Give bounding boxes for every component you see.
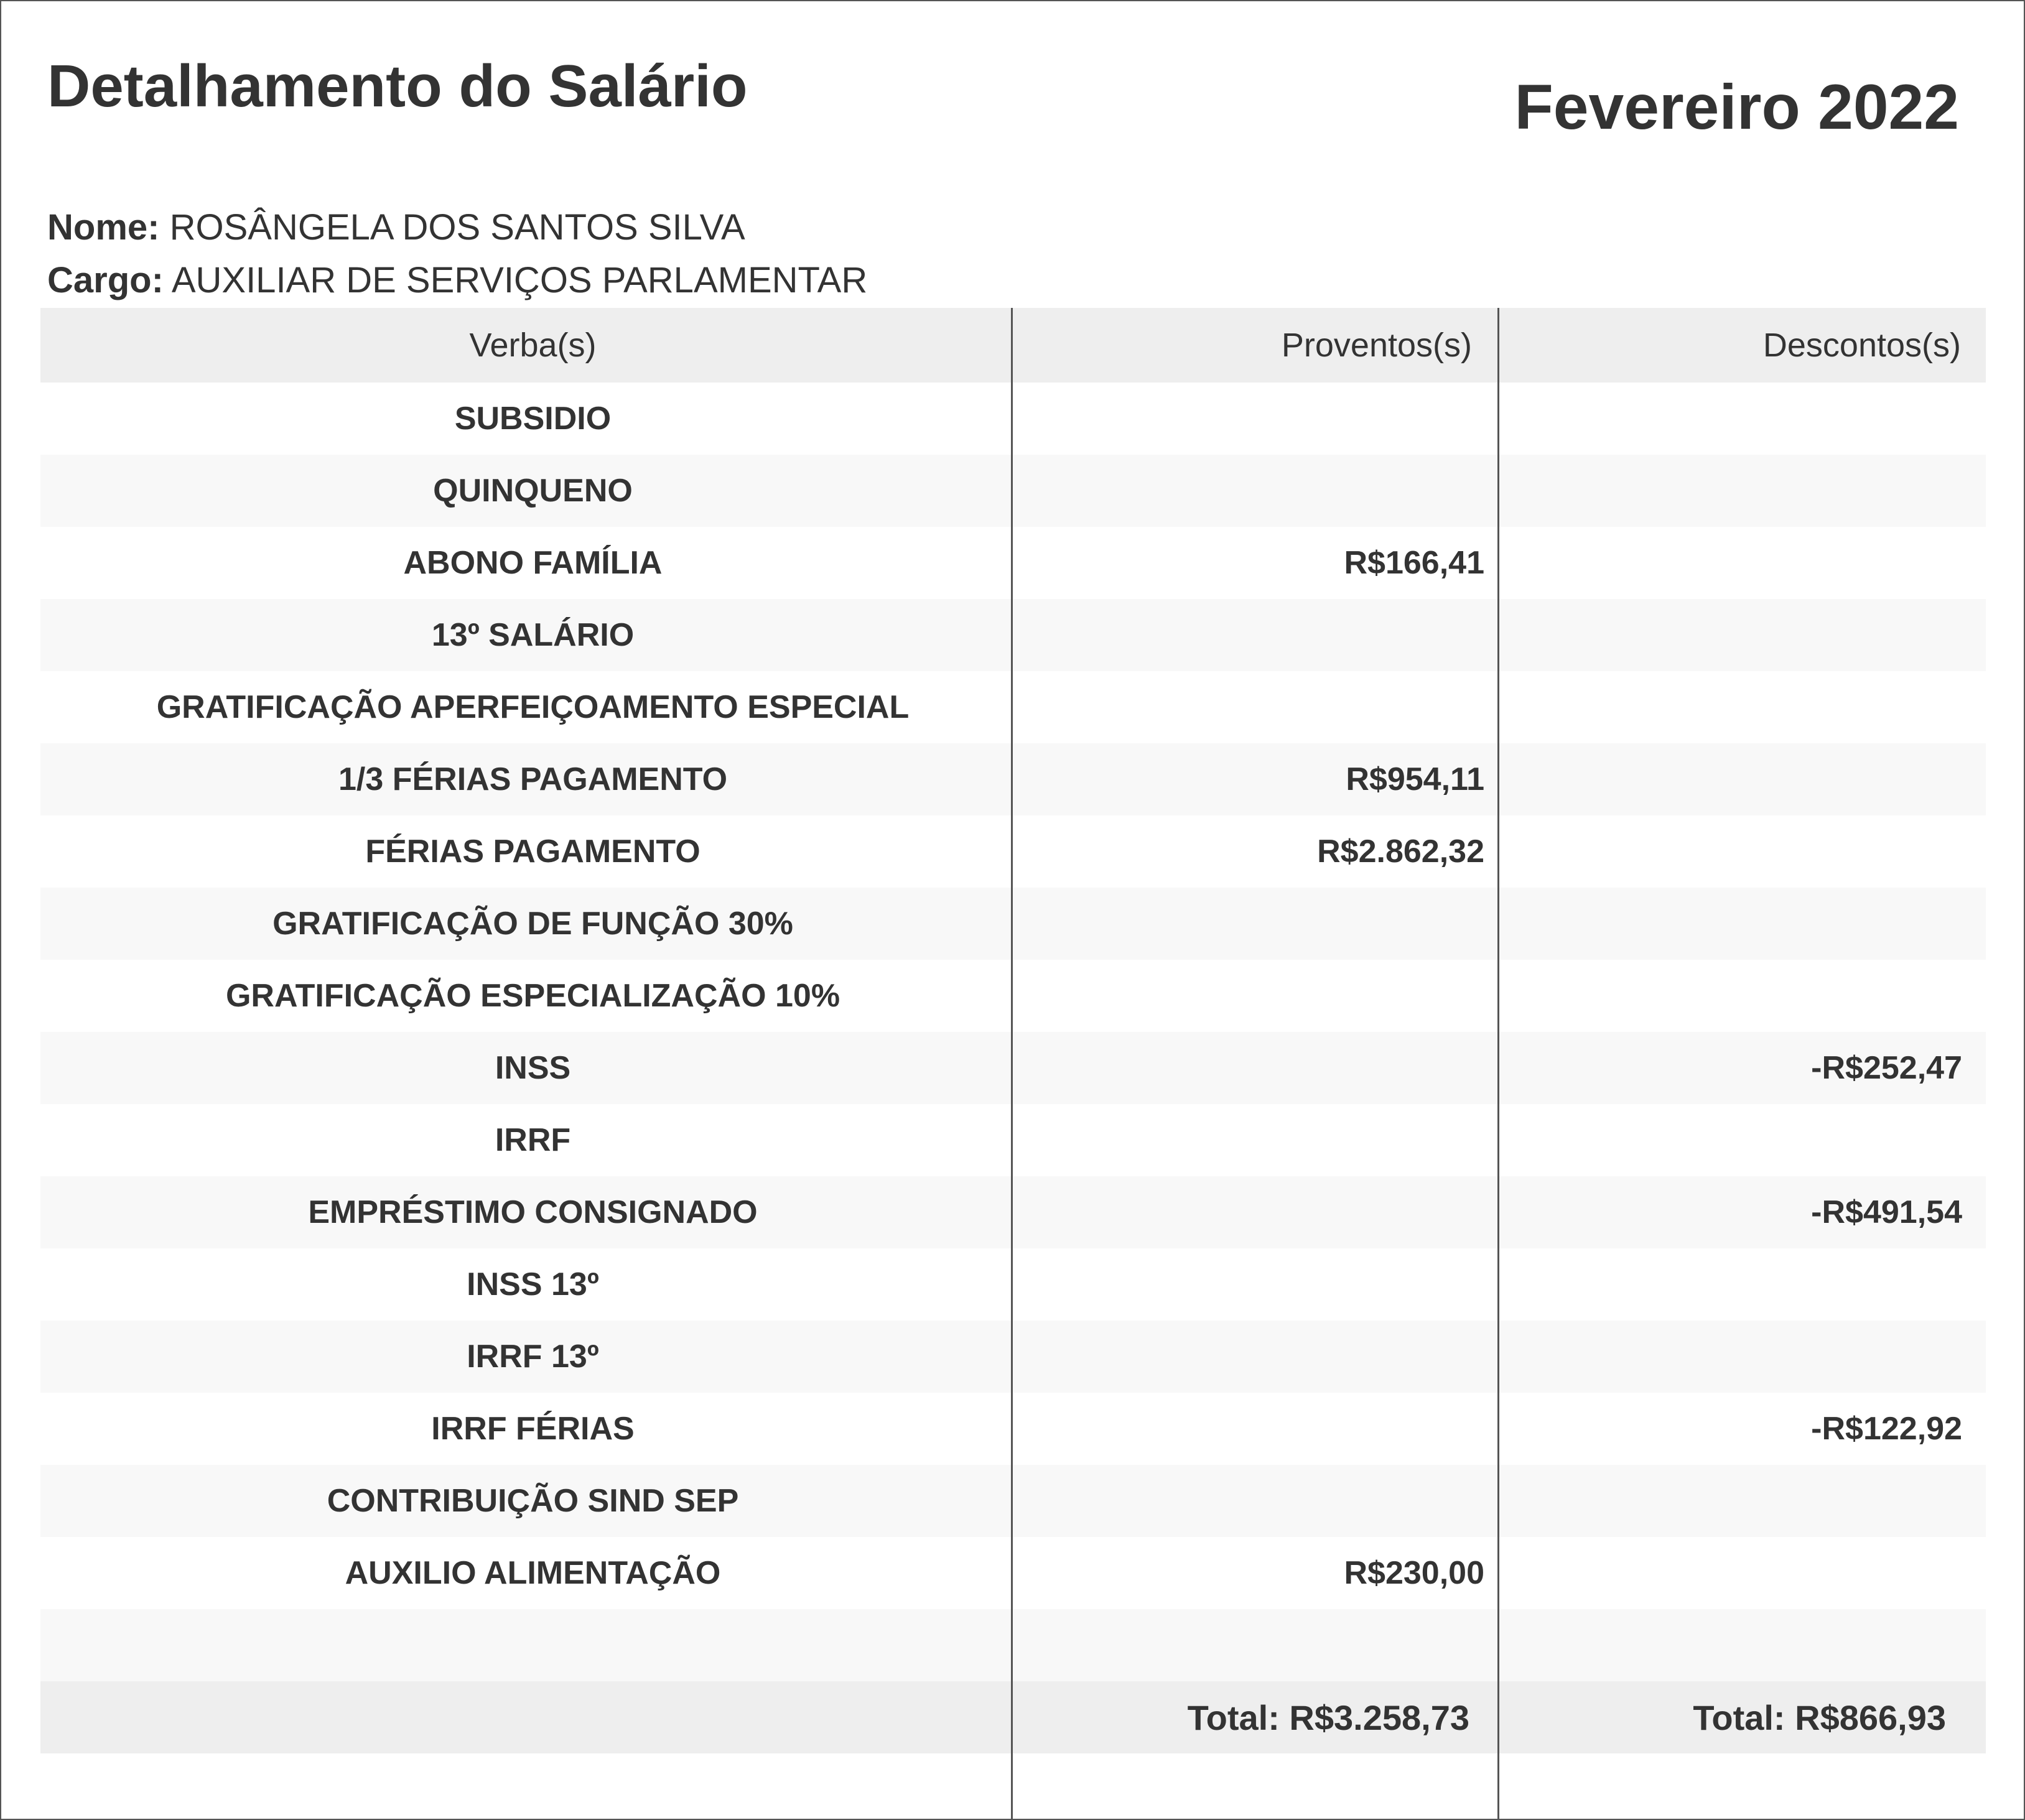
row-earning: R$166,41	[1344, 545, 1484, 581]
row-item: 1/3 FÉRIAS PAGAMENTO	[338, 761, 728, 797]
row-item: GRATIFICAÇÃO APERFEIÇOAMENTO ESPECIAL	[156, 689, 910, 725]
row-item: CONTRIBUIÇÃO SIND SEP	[327, 1483, 739, 1519]
row-earning: R$2.862,32	[1317, 833, 1484, 870]
total-earnings: Total: R$3.258,73	[1187, 1697, 1469, 1737]
row-item: 13º SALÁRIO	[431, 617, 635, 653]
column-header-deductions: Descontos(s)	[1762, 327, 1961, 364]
table-body	[40, 383, 1986, 1681]
table-row	[40, 383, 1986, 455]
employee-name-line	[47, 207, 745, 248]
column-header-earnings: Proventos(s)	[1281, 327, 1472, 364]
total-deductions: Total: R$866,93	[1693, 1697, 1946, 1737]
column-header-item: Verba(s)	[469, 327, 597, 364]
row-item: FÉRIAS PAGAMENTO	[365, 833, 701, 870]
row-item: SUBSIDIO	[454, 401, 612, 437]
table-row	[40, 599, 1986, 671]
employee-name-label: Nome:	[47, 207, 160, 248]
table-row	[40, 1465, 1986, 1537]
table-row	[40, 671, 1986, 743]
table-row	[40, 1393, 1986, 1465]
row-item: ABONO FAMÍLIA	[403, 545, 663, 581]
table-row	[40, 455, 1986, 527]
row-deduction: -R$491,54	[1811, 1194, 1962, 1230]
row-item: IRRF	[495, 1122, 571, 1158]
row-earning: R$230,00	[1344, 1555, 1484, 1591]
row-earning: R$954,11	[1346, 761, 1484, 797]
row-item: AUXILIO ALIMENTAÇÃO	[345, 1555, 721, 1591]
table-row	[40, 815, 1986, 888]
row-item: INSS	[495, 1050, 571, 1086]
employee-role-label: Cargo:	[47, 260, 164, 300]
salary-table	[40, 308, 1986, 1753]
employee-role-line	[47, 259, 867, 301]
table-header	[40, 308, 1986, 383]
row-item: GRATIFICAÇÃO ESPECIALIZAÇÃO 10%	[225, 978, 840, 1014]
page-title: Detalhamento do Salário	[47, 53, 748, 119]
table-row	[40, 1321, 1986, 1393]
table-row	[40, 743, 1986, 815]
employee-name: ROSÂNGELA DOS SANTOS SILVA	[169, 207, 745, 248]
table-row	[40, 1609, 1986, 1681]
column-divider	[1497, 308, 1499, 1820]
table-totals-row	[40, 1681, 1986, 1753]
table-row	[40, 1537, 1986, 1609]
table-row	[40, 1032, 1986, 1104]
table-row	[40, 1104, 1986, 1176]
row-item: EMPRÉSTIMO CONSIGNADO	[308, 1194, 758, 1230]
period-label: Fevereiro 2022	[1514, 72, 1959, 142]
row-item: IRRF 13º	[467, 1339, 599, 1375]
table-row	[40, 1248, 1986, 1321]
row-item: INSS 13º	[467, 1266, 599, 1302]
employee-role: AUXILIAR DE SERVIÇOS PARLAMENTAR	[171, 260, 868, 300]
row-deduction: -R$122,92	[1811, 1411, 1962, 1447]
row-deduction: -R$252,47	[1811, 1050, 1962, 1086]
row-item: IRRF FÉRIAS	[431, 1411, 635, 1447]
table-row	[40, 1176, 1986, 1248]
row-item: QUINQUENO	[433, 473, 633, 509]
table-row	[40, 888, 1986, 960]
table-row	[40, 960, 1986, 1032]
row-item: GRATIFICAÇÃO DE FUNÇÃO 30%	[272, 906, 793, 942]
table-row	[40, 527, 1986, 599]
column-divider	[1011, 308, 1013, 1820]
